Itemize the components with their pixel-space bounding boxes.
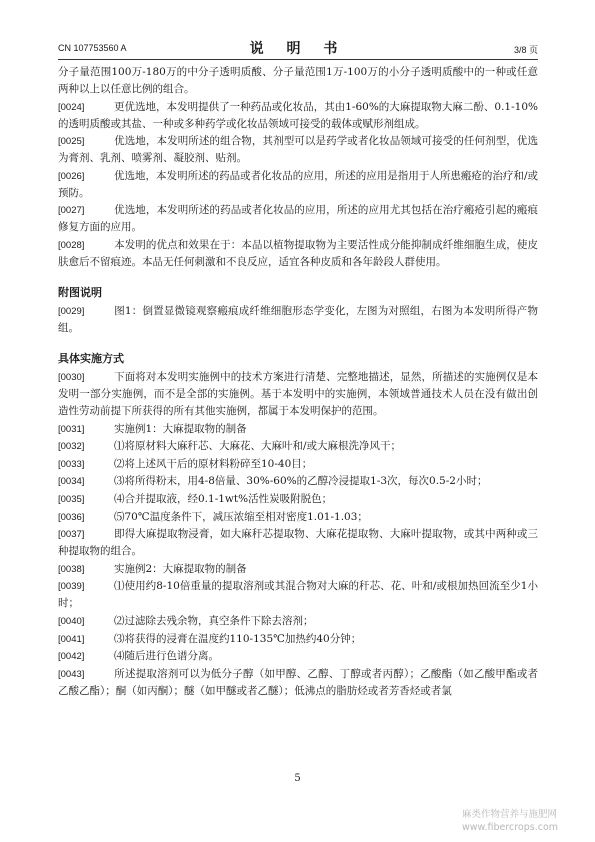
paragraph [58,421,538,438]
paragraph-number: [0042] [58,651,85,663]
page-count: 3/8 页 [513,45,538,55]
paragraph [58,303,538,337]
paragraph [58,509,538,526]
paragraph [58,99,538,133]
paragraph-number: [0038] [58,563,85,575]
section-heading-figures: 附图说明 [58,285,102,299]
paragraph-number: [0036] [58,511,85,523]
paragraph-number: [0035] [58,493,85,505]
paragraph-number: [0024] [58,101,85,113]
paragraph-number: [0040] [58,615,85,627]
paragraph-number: [0027] [58,205,85,217]
paragraph-number: [0037] [58,529,85,541]
paragraph-text: 实施例2：大麻提取物的制备 [114,562,247,575]
paragraph-group-figures [58,303,538,337]
paragraph-text: 本发明的优点和效果在于：本品以植物提取物为主要活性成分能抑制成纤维细胞生成，使皮肤愈后不留痕迹。本品无任何刺激和不良反应，适宜各种皮质和各年龄段人群使用。 [58,238,538,268]
paragraph [58,473,538,490]
paragraph-text: ⑵将上述风干后的原材料粉碎至10-40目； [114,457,313,470]
paragraph [58,613,538,630]
paragraph [58,491,538,508]
paragraph-number: [0031] [58,423,85,435]
paragraph [58,369,538,420]
paragraph-number: [0039] [58,581,85,593]
paragraph-text: ⑷合并提取液，经0.1-1wt%活性炭吸附脱色； [114,492,333,505]
header-rule [58,59,538,60]
page-number: 5 [294,773,301,784]
paragraph [58,561,538,578]
section-heading-embodiments: 具体实施方式 [58,351,124,365]
paragraph-text: 所述提取溶剂可以为低分子醇（如甲醇、乙醇、丁醇或者丙醇）；乙酸酯（如乙酸甲酯或者乙酸乙酯）；酮（如丙酮）；醚（如甲醚或者乙醚）；低沸点的脂肪烃或者芳香烃或者氯 [58,667,538,697]
paragraph-text: 即得大麻提取物浸膏，如大麻秆芯提取物、大麻花提取物、大麻叶提取物，或其中两种或三种提取物的组合。 [58,528,538,558]
paragraph-number: [0028] [58,239,85,251]
paragraph [58,526,538,560]
paragraph-text: 优选地，本发明所述的药品或者化妆品的应用，所述的应用是指用于人所患瘢疮的治疗和/或预防。 [58,169,538,199]
document-body [58,64,538,700]
paragraph-text: ⑴将原材料大麻秆芯、大麻花、大麻叶和/或大麻根洗净风干； [114,440,402,453]
paragraph-number: [0033] [58,458,85,470]
watermark-line-1: 麻类作物营养与施肥网 [462,809,558,820]
paragraph [58,133,538,167]
paragraph-text: ⑶将所得粉末，用4-8倍量、30%-60%的乙醇冷浸提取1-3次，每次0.5-2小时； [114,475,488,488]
paragraph-text: 优选地，本发明所述的组合物，其剂型可以是药学或者化妆品领域可接受的任何剂型，优选为膏剂、乳剂、喷雾剂、凝胶剂、贴剂。 [58,135,538,165]
paragraph [58,64,538,98]
paragraph [58,578,538,612]
paragraph-text: ⑶将获得的浸膏在温度约110-135℃加热约40分钟； [114,632,362,645]
paragraph-group-embodiments [58,369,538,700]
paragraph-number: [0029] [58,305,85,317]
paragraph-group-top [58,64,538,271]
paragraph [58,168,538,202]
paragraph-text: ⑴使用约8-10倍重量的提取溶剂或其混合物对大麻的秆芯、花、叶和/或根加热回流至少1小时； [58,580,538,610]
paragraph-number: [0025] [58,136,85,148]
paragraph-text: ⑸70℃温度条件下，减压浓缩至相对密度1.01-1.03； [114,510,368,523]
paragraph [58,631,538,648]
paragraph-text: 分子量范围100万-180万的中分子透明质酸、分子量范围1万-100万的小分子透明质酸中的一种或任意两种以上以任意比例的组合。 [58,66,538,95]
watermark-line-2: www.fibercrops.com [462,822,559,833]
paragraph-text: 下面将对本发明实施例中的技术方案进行清楚、完整地描述，显然，所描述的实施例仅是本发明一部分实施例，而不是全部的实施例。基于本发明中的实施例，本领域普通技术人员在没有做出创造性劳动前提下所获得的所有其他实施例，都属于本发明保护的范围。 [58,370,538,417]
paragraph [58,237,538,271]
publication-number: CN 107753560 A [58,43,127,53]
paragraph-text: 实施例1：大麻提取物的制备 [114,422,247,435]
paragraph-text: ⑷随后进行色谱分离。 [114,650,219,663]
paragraph-text: 更优选地，本发明提供了一种药品或化妆品，其由1-60%的大麻提取物大麻二酚、0.1-10%的透明质酸或其盐、一种或多种药学或化妆品领域可接受的载体或赋形剂组成。 [58,100,538,130]
paragraph-text: ⑵过滤除去残余物，真空条件下除去溶剂； [114,614,314,627]
document-title: 说 明 书 [249,41,347,57]
paragraph [58,648,538,665]
page-header [58,40,538,56]
paragraph-number: [0043] [58,668,85,680]
paragraph [58,202,538,236]
paragraph-number: [0041] [58,633,85,645]
paragraph [58,666,538,700]
paragraph [58,456,538,473]
paragraph-number: [0032] [58,441,85,453]
paragraph-number: [0034] [58,476,85,488]
paragraph-text: 优选地，本发明所述的药品或者化妆品的应用，所述的应用尤其包括在治疗瘢疮引起的瘢痕修复方面的应用。 [58,204,538,234]
paragraph-text: 图1：倒置显微镜观察瘢痕成纤维细胞形态学变化，左图为对照组，右图为本发明所得产物组。 [58,304,538,334]
paragraph-number: [0030] [58,371,85,383]
paragraph-number: [0026] [58,170,85,182]
watermark [462,808,558,834]
paragraph [58,438,538,455]
